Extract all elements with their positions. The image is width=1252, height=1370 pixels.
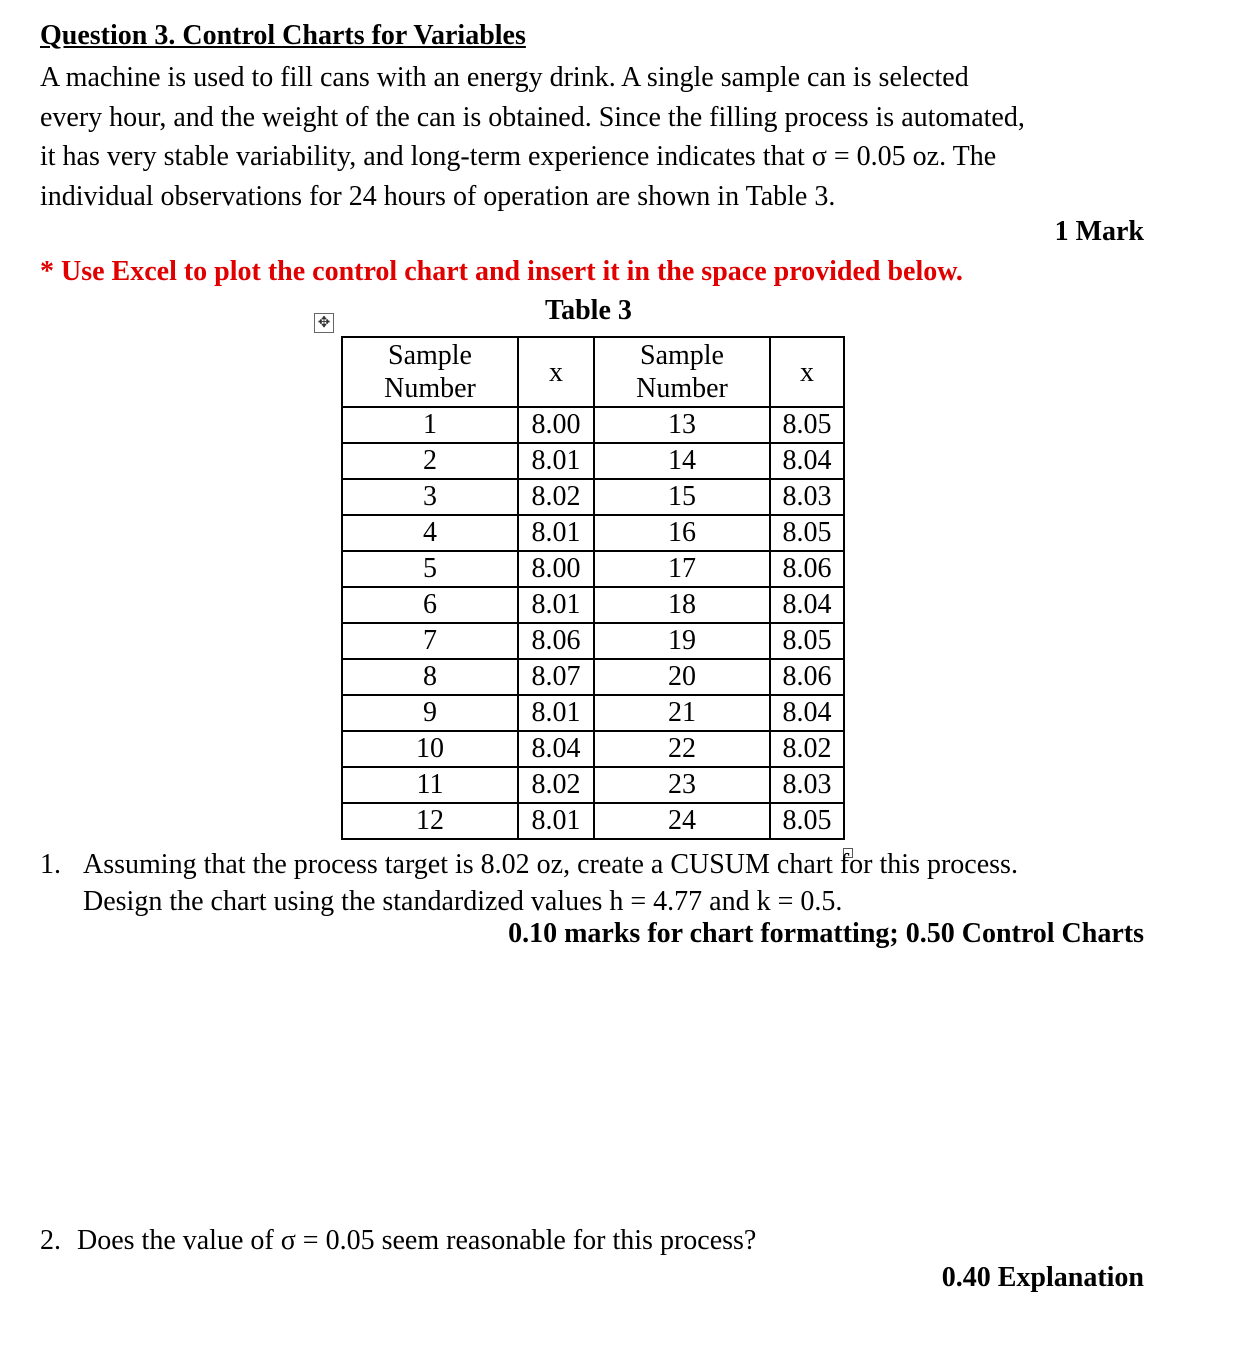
table-row bbox=[342, 551, 844, 587]
cell-x-value: 8.04 bbox=[770, 587, 844, 623]
cell-x-value: 8.01 bbox=[518, 515, 594, 551]
cell-sample-number: 10 bbox=[342, 731, 518, 767]
cell-x-value: 8.04 bbox=[770, 695, 844, 731]
table-row bbox=[342, 587, 844, 623]
cell-x-value: 8.06 bbox=[518, 623, 594, 659]
header-x: x bbox=[518, 337, 594, 407]
cell-sample-number: 3 bbox=[342, 479, 518, 515]
cell-x-value: 8.07 bbox=[518, 659, 594, 695]
header-sample-number: Sample Number bbox=[342, 337, 518, 407]
question-2 bbox=[40, 1225, 756, 1257]
cell-x-value: 8.01 bbox=[518, 695, 594, 731]
question-1-number: 1. bbox=[40, 849, 61, 880]
table-row bbox=[342, 659, 844, 695]
table-header-row bbox=[342, 337, 844, 407]
cell-sample-number: 18 bbox=[594, 587, 770, 623]
question-1-line: Assuming that the process target is 8.02 oz, create a CUSUM chart for this process. bbox=[83, 849, 1018, 880]
table-row bbox=[342, 623, 844, 659]
cell-sample-number: 6 bbox=[342, 587, 518, 623]
cell-sample-number: 15 bbox=[594, 479, 770, 515]
table-row bbox=[342, 731, 844, 767]
cell-sample-number: 22 bbox=[594, 731, 770, 767]
question-2-number: 2. bbox=[40, 1225, 61, 1256]
cell-sample-number: 9 bbox=[342, 695, 518, 731]
cell-sample-number: 11 bbox=[342, 767, 518, 803]
cell-sample-number: 13 bbox=[594, 407, 770, 443]
cell-x-value: 8.04 bbox=[770, 443, 844, 479]
cell-sample-number: 4 bbox=[342, 515, 518, 551]
question-2-text: Does the value of σ = 0.05 seem reasonable for this process? bbox=[77, 1225, 757, 1256]
cell-x-value: 8.03 bbox=[770, 767, 844, 803]
cell-sample-number: 1 bbox=[342, 407, 518, 443]
cell-x-value: 8.05 bbox=[770, 803, 844, 839]
header-x: x bbox=[770, 337, 844, 407]
excel-instruction: * Use Excel to plot the control chart and insert it in the space provided below. bbox=[40, 256, 963, 287]
cell-x-value: 8.00 bbox=[518, 551, 594, 587]
cell-sample-number: 2 bbox=[342, 443, 518, 479]
cell-x-value: 8.01 bbox=[518, 803, 594, 839]
cell-x-value: 8.05 bbox=[770, 407, 844, 443]
cell-x-value: 8.05 bbox=[770, 623, 844, 659]
intro-paragraph bbox=[40, 58, 1170, 216]
table-caption: Table 3 bbox=[545, 295, 632, 326]
intro-line: A machine is used to fill cans with an energy drink. A single sample can is selected bbox=[40, 62, 969, 93]
observations-table bbox=[341, 336, 845, 840]
question-1-marks: 0.10 marks for chart formatting; 0.50 Control Charts bbox=[508, 918, 1144, 949]
cell-x-value: 8.05 bbox=[770, 515, 844, 551]
cell-x-value: 8.02 bbox=[518, 479, 594, 515]
cell-x-value: 8.02 bbox=[518, 767, 594, 803]
table-row bbox=[342, 407, 844, 443]
cell-x-value: 8.04 bbox=[518, 731, 594, 767]
table-row bbox=[342, 803, 844, 839]
cell-sample-number: 5 bbox=[342, 551, 518, 587]
table-move-handle-icon[interactable]: ✥ bbox=[314, 313, 334, 333]
question-1-line: Design the chart using the standardized values h = 4.77 and k = 0.5. bbox=[83, 886, 843, 917]
cell-x-value: 8.03 bbox=[770, 479, 844, 515]
table-row bbox=[342, 767, 844, 803]
table-row bbox=[342, 515, 844, 551]
cell-x-value: 8.06 bbox=[770, 551, 844, 587]
cell-sample-number: 23 bbox=[594, 767, 770, 803]
intro-line: individual observations for 24 hours of operation are shown in Table 3. bbox=[40, 180, 836, 212]
table-row bbox=[342, 695, 844, 731]
cell-x-value: 8.01 bbox=[518, 443, 594, 479]
cell-sample-number: 17 bbox=[594, 551, 770, 587]
cell-sample-number: 8 bbox=[342, 659, 518, 695]
intro-line: every hour, and the weight of the can is obtained. Since the filling process is automated, bbox=[40, 101, 1025, 133]
cell-sample-number: 24 bbox=[594, 803, 770, 839]
intro-line: it has very stable variability, and long-term experience indicates that σ = 0.05 oz. The bbox=[40, 141, 997, 172]
cell-x-value: 8.06 bbox=[770, 659, 844, 695]
header-sample-number: Sample Number bbox=[594, 337, 770, 407]
cell-x-value: 8.02 bbox=[770, 731, 844, 767]
question-2-marks: 0.40 Explanation bbox=[941, 1262, 1144, 1293]
cell-sample-number: 14 bbox=[594, 443, 770, 479]
cell-sample-number: 21 bbox=[594, 695, 770, 731]
cell-sample-number: 20 bbox=[594, 659, 770, 695]
cell-x-value: 8.01 bbox=[518, 587, 594, 623]
cell-sample-number: 16 bbox=[594, 515, 770, 551]
cell-sample-number: 19 bbox=[594, 623, 770, 659]
cell-sample-number: 7 bbox=[342, 623, 518, 659]
cell-x-value: 8.00 bbox=[518, 407, 594, 443]
table-row bbox=[342, 479, 844, 515]
cell-sample-number: 12 bbox=[342, 803, 518, 839]
mark-label: 1 Mark bbox=[1054, 216, 1144, 247]
question-title: Question 3. Control Charts for Variables bbox=[40, 20, 526, 51]
table-row bbox=[342, 443, 844, 479]
